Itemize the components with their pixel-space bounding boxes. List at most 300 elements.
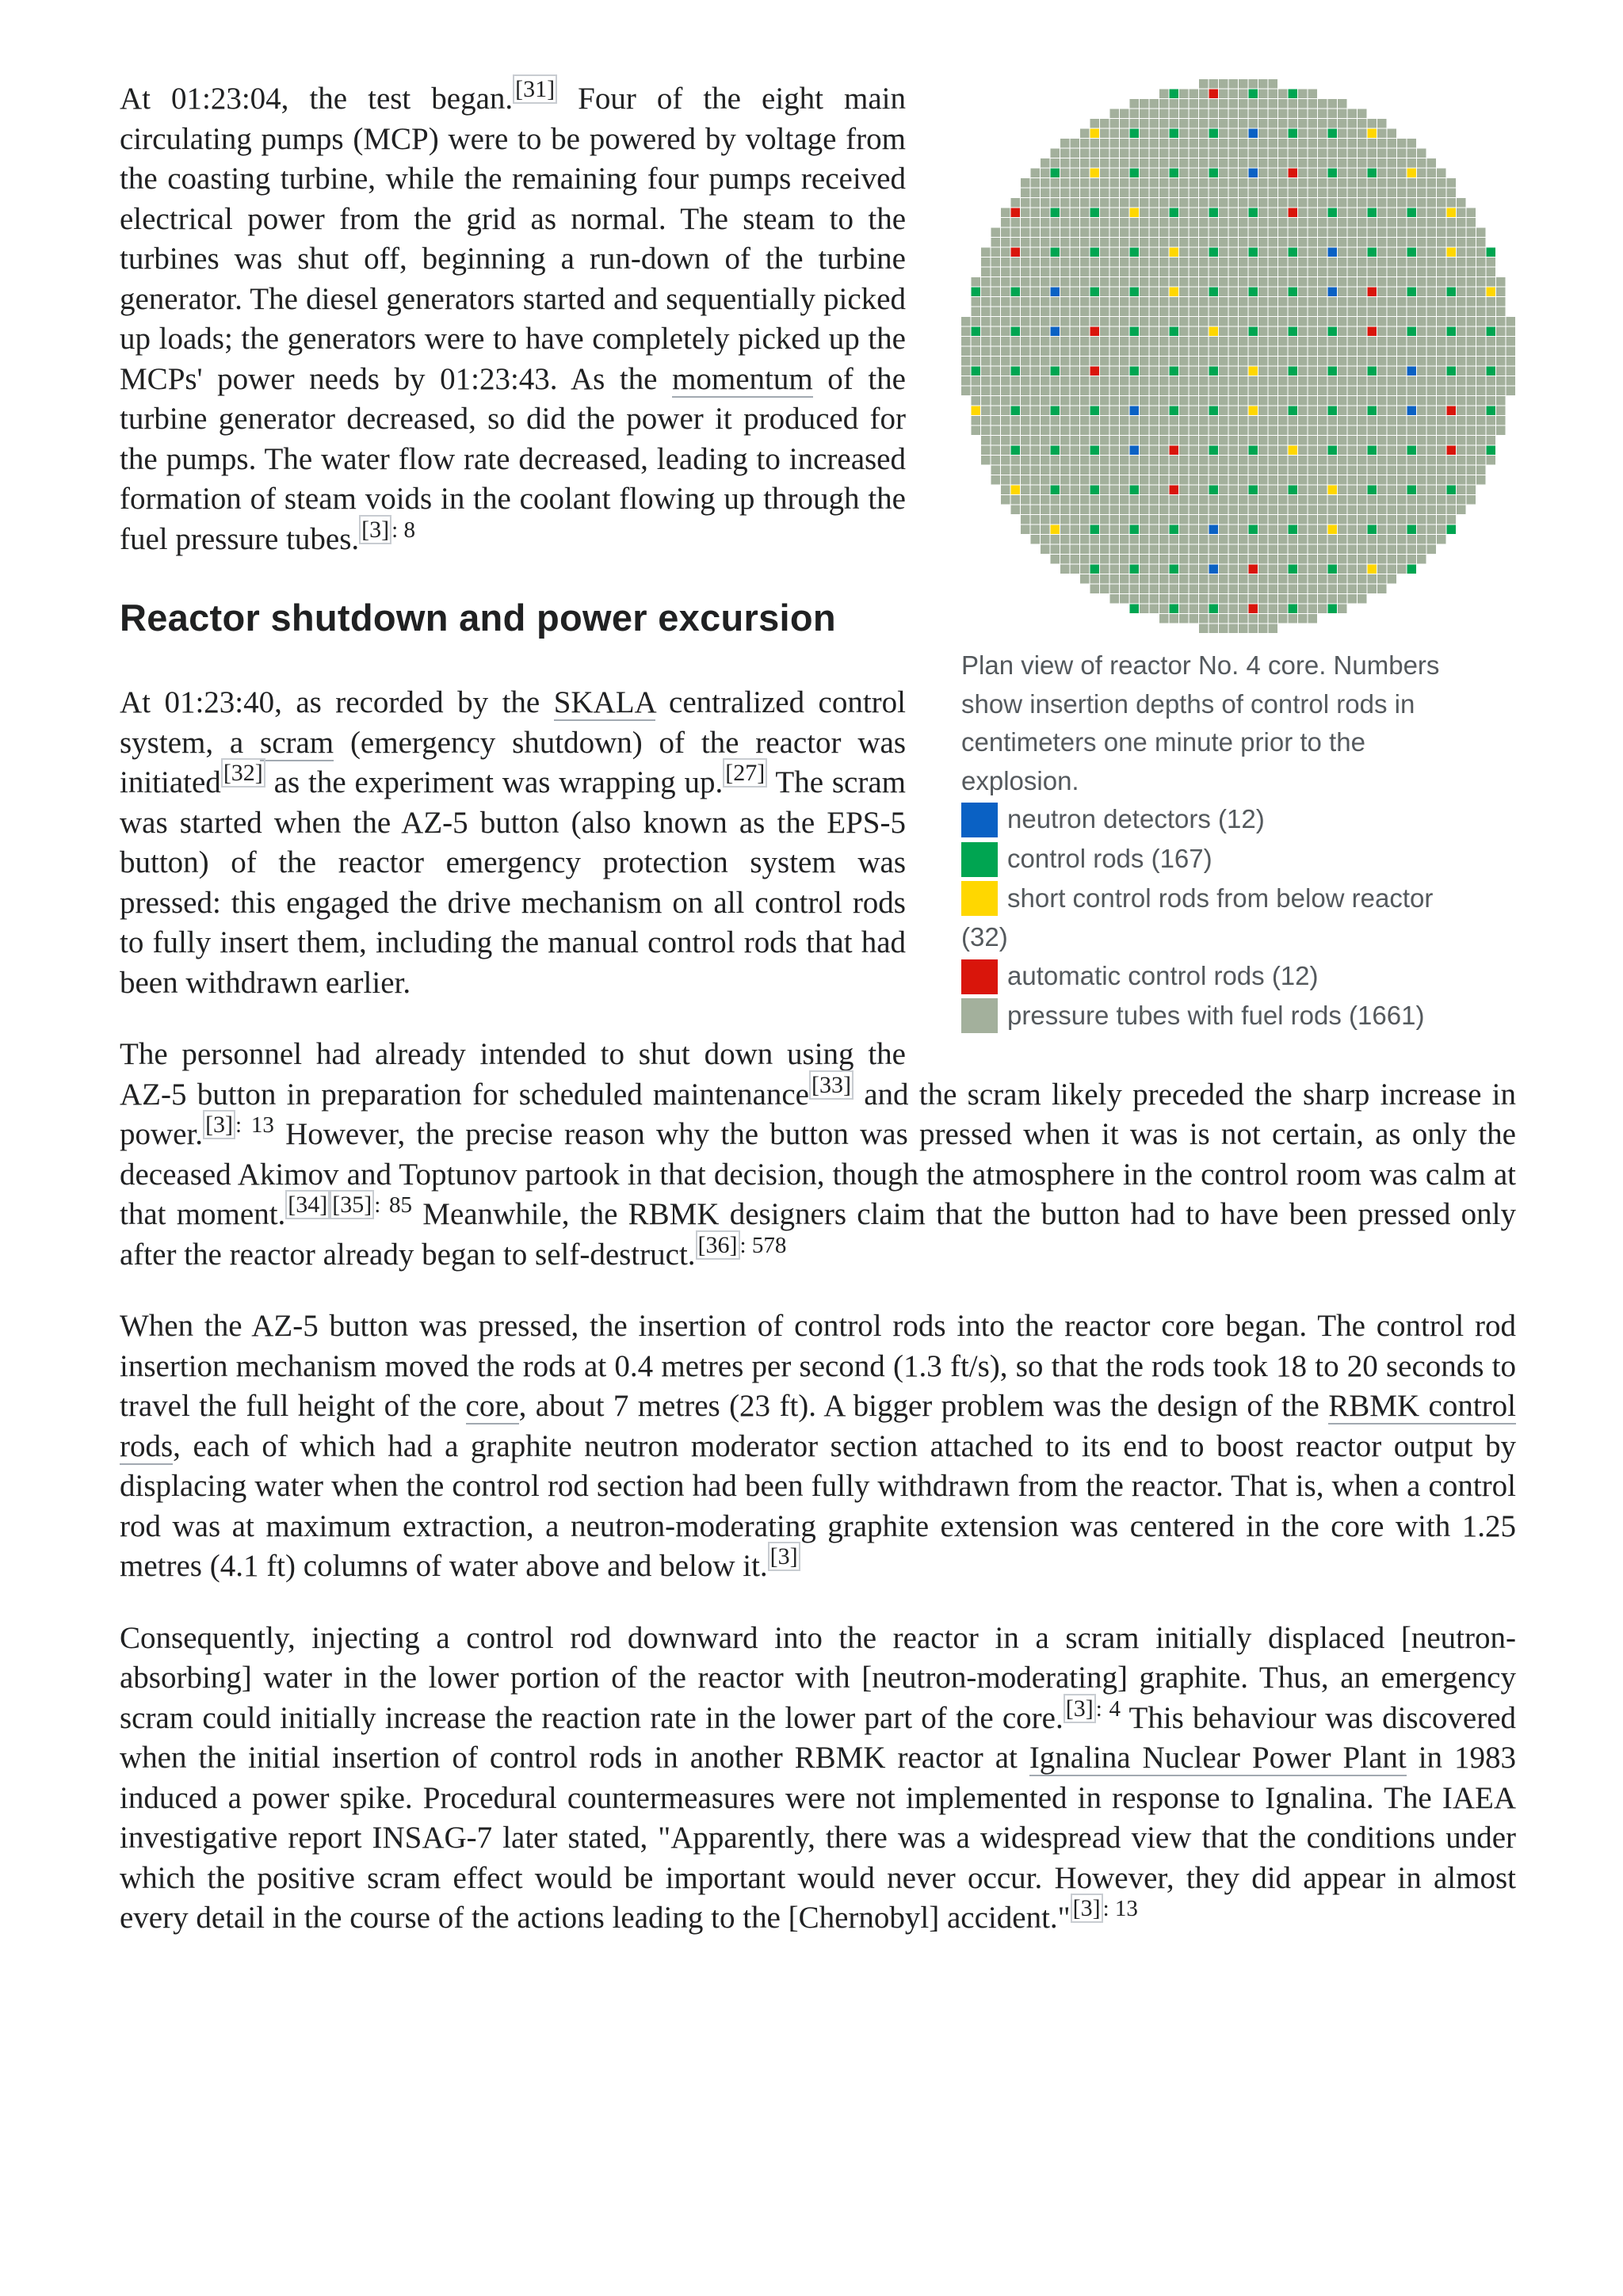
citation-27[interactable]: [27]: [723, 758, 767, 788]
core-cell: [1427, 268, 1437, 277]
core-cell: [1150, 99, 1159, 109]
core-cell: [1060, 248, 1070, 257]
core-cell: [1021, 297, 1030, 307]
core-cell: [1031, 189, 1041, 198]
core-cell: [1229, 515, 1239, 524]
core-cell: [1269, 198, 1278, 208]
core-cell: [1100, 555, 1109, 564]
core-cell: [1170, 327, 1179, 337]
core-cell: [1080, 317, 1090, 326]
core-cell: [1258, 594, 1268, 604]
core-cell: [1308, 158, 1318, 168]
citation-3[interactable]: [3] : 13: [1071, 1895, 1138, 1921]
core-cell: [1179, 129, 1189, 139]
core-cell: [1051, 387, 1060, 396]
core-cell: [1179, 486, 1189, 495]
core-cell: [1199, 624, 1209, 634]
core-cell: [1269, 208, 1278, 218]
core-cell: [1338, 327, 1347, 337]
core-cell: [1209, 416, 1219, 425]
core-cell: [1110, 198, 1120, 208]
core-cell: [991, 426, 1001, 436]
core-cell: [1179, 248, 1189, 257]
core-cell: [1388, 288, 1397, 297]
core-cell: [1011, 495, 1021, 505]
core-cell: [1328, 119, 1338, 128]
core-cell: [1110, 396, 1120, 406]
core-cell: [1258, 426, 1268, 436]
core-cell: [1031, 406, 1041, 416]
core-cell: [1080, 189, 1090, 198]
core-cell: [1269, 624, 1278, 634]
core-cell: [1179, 109, 1189, 119]
link-core[interactable]: core: [465, 1389, 519, 1423]
core-cell: [1348, 257, 1358, 267]
core-cell: [1041, 158, 1050, 168]
core-cell: [1239, 238, 1248, 247]
citation-31[interactable]: [31]: [513, 74, 557, 104]
core-cell: [972, 416, 981, 425]
core-cell: [1487, 426, 1496, 436]
core-cell: [1388, 446, 1397, 456]
core-cell: [1209, 189, 1219, 198]
core-cell: [1476, 317, 1486, 326]
core-cell: [1100, 406, 1109, 416]
core-cell: [1388, 436, 1397, 445]
core-cell: [1249, 486, 1258, 495]
core-cell: [1179, 376, 1189, 386]
core-cell: [1388, 426, 1397, 436]
text-run: Meanwhile, the RBMK designers claim that the button had to have been pressed only after the reactor already began to self-destruct.: [120, 1197, 1516, 1272]
core-cell: [1377, 426, 1387, 436]
core-cell: [1130, 218, 1140, 227]
core-cell: [1011, 436, 1021, 445]
core-cell: [1021, 317, 1030, 326]
core-cell: [991, 466, 1001, 475]
core-cell: [1110, 119, 1120, 128]
core-cell: [1041, 426, 1050, 436]
core-cell: [1269, 228, 1278, 238]
core-cell: [1318, 248, 1327, 257]
core-cell: [1031, 525, 1041, 535]
core-cell: [1021, 456, 1030, 465]
core-cell: [1159, 337, 1169, 346]
core-cell: [1090, 505, 1100, 515]
core-cell: [1258, 169, 1268, 178]
core-cell: [1437, 515, 1446, 524]
core-cell: [1071, 189, 1080, 198]
core-cell: [991, 228, 1001, 238]
core-cell: [1338, 257, 1347, 267]
citation-33[interactable]: [33]: [809, 1070, 854, 1100]
core-cell: [1100, 169, 1109, 178]
core-cell: [1358, 198, 1367, 208]
core-cell: [1328, 416, 1338, 425]
core-cell: [1407, 466, 1417, 475]
core-cell: [972, 337, 981, 346]
core-cell: [1179, 605, 1189, 614]
core-cell: [1209, 337, 1219, 346]
core-cell: [1041, 228, 1050, 238]
core-cell: [991, 337, 1001, 346]
core-cell: [1427, 297, 1437, 307]
core-cell: [1219, 535, 1228, 544]
core-cell: [1239, 327, 1248, 337]
core-cell: [1388, 406, 1397, 416]
core-cell: [1368, 555, 1377, 564]
core-cell: [1229, 574, 1239, 584]
core-cell: [1170, 486, 1179, 495]
core-cell: [1080, 347, 1090, 357]
core-cell: [1130, 406, 1140, 416]
core-cell: [1229, 277, 1239, 287]
core-cell: [1229, 456, 1239, 465]
core-cell: [1348, 268, 1358, 277]
core-cell: [1190, 288, 1199, 297]
core-cell: [981, 277, 991, 287]
core-cell: [1011, 475, 1021, 485]
legend-label: short control rods from below reactor (32): [961, 883, 1434, 952]
core-cell: [1159, 605, 1169, 614]
core-cell: [1467, 248, 1476, 257]
core-cell: [1407, 535, 1417, 544]
core-cell: [1140, 416, 1149, 425]
core-cell: [1219, 79, 1228, 89]
core-cell: [1130, 297, 1140, 307]
core-cell: [1358, 525, 1367, 535]
core-cell: [1031, 456, 1041, 465]
core-cell: [1358, 545, 1367, 555]
core-cell: [1447, 456, 1457, 465]
core-cell: [1239, 317, 1248, 326]
core-cell: [1476, 406, 1486, 416]
core-cell: [1388, 456, 1397, 465]
core-cell: [1318, 228, 1327, 238]
core-cell: [1388, 248, 1397, 257]
core-cell: [1467, 357, 1476, 366]
citation-34-35[interactable]: [34] [35] : 85: [285, 1192, 412, 1218]
core-cell: [1358, 574, 1367, 584]
core-cell: [1190, 129, 1199, 139]
core-cell: [1368, 139, 1377, 148]
core-cell: [1120, 337, 1129, 346]
core-cell: [1368, 426, 1377, 436]
core-cell: [1100, 198, 1109, 208]
core-cell: [1269, 248, 1278, 257]
core-cell: [1150, 357, 1159, 366]
core-cell: [1358, 268, 1367, 277]
core-cell: [1199, 288, 1209, 297]
core-cell: [1140, 347, 1149, 357]
core-cell: [1289, 466, 1298, 475]
core-cell: [1120, 426, 1129, 436]
core-cell: [1190, 376, 1199, 386]
core-cell: [1229, 367, 1239, 376]
core-cell: [1130, 119, 1140, 128]
core-cell: [1229, 565, 1239, 574]
core-cell: [1318, 376, 1327, 386]
core-cell: [1447, 268, 1457, 277]
core-cell: [1031, 178, 1041, 188]
core-cell: [1249, 248, 1258, 257]
core-cell: [1487, 347, 1496, 357]
core-cell: [1338, 475, 1347, 485]
link-skala[interactable]: SKALA: [553, 685, 655, 719]
core-cell: [1358, 495, 1367, 505]
core-cell: [1209, 486, 1219, 495]
core-cell: [1209, 139, 1219, 148]
core-cell: [1031, 416, 1041, 425]
core-cell: [1170, 614, 1179, 624]
core-cell: [1457, 248, 1466, 257]
core-cell: [1100, 149, 1109, 158]
core-cell: [1159, 218, 1169, 227]
core-cell: [1120, 198, 1129, 208]
core-cell: [1120, 367, 1129, 376]
core-cell: [1328, 367, 1338, 376]
core-cell: [1199, 436, 1209, 445]
core-cell: [1011, 347, 1021, 357]
core-cell: [1080, 515, 1090, 524]
core-cell: [1239, 158, 1248, 168]
core-cell: [1229, 406, 1239, 416]
core-cell: [1219, 129, 1228, 139]
core-cell: [1150, 367, 1159, 376]
core-cell: [1407, 248, 1417, 257]
core-cell: [1447, 248, 1457, 257]
core-cell: [1397, 317, 1407, 326]
core-cell: [1447, 406, 1457, 416]
core-cell: [1358, 158, 1367, 168]
core-cell: [1298, 605, 1308, 614]
core-cell: [1031, 426, 1041, 436]
core-cell: [1258, 357, 1268, 366]
core-cell: [1258, 218, 1268, 227]
core-cell: [1190, 585, 1199, 594]
core-cell: [1209, 129, 1219, 139]
core-cell: [1209, 218, 1219, 227]
core-cell: [1001, 376, 1010, 386]
core-cell: [1199, 169, 1209, 178]
core-cell: [1140, 387, 1149, 396]
core-cell: [1258, 178, 1268, 188]
core-cell: [1269, 367, 1278, 376]
core-cell: [1060, 149, 1070, 158]
core-cell: [1437, 178, 1446, 188]
core-cell: [1289, 376, 1298, 386]
core-cell: [1388, 238, 1397, 247]
core-cell: [1209, 257, 1219, 267]
core-cell: [1229, 90, 1239, 99]
core-cell: [1308, 515, 1318, 524]
link-rbmk-control-rods[interactable]: RBMK control rods: [120, 1389, 1516, 1463]
core-cell: [1328, 456, 1338, 465]
core-cell: [1239, 614, 1248, 624]
core-cell: [1090, 337, 1100, 346]
core-cell: [1021, 406, 1030, 416]
core-cell: [991, 367, 1001, 376]
citation-32[interactable]: [32]: [221, 758, 265, 788]
core-cell: [1269, 347, 1278, 357]
core-cell: [1388, 337, 1397, 346]
core-cell: [1298, 327, 1308, 337]
core-cell: [1447, 475, 1457, 485]
core-cell: [1447, 288, 1457, 297]
core-cell: [1278, 456, 1288, 465]
core-cell: [1447, 367, 1457, 376]
core-cell: [1447, 208, 1457, 218]
core-cell: [1269, 416, 1278, 425]
core-cell: [1170, 605, 1179, 614]
core-cell: [1368, 218, 1377, 227]
core-cell: [1120, 387, 1129, 396]
core-cell: [1289, 218, 1298, 227]
citation-3[interactable]: [3]: [768, 1542, 800, 1571]
core-cell: [1467, 297, 1476, 307]
core-cell: [1258, 268, 1268, 277]
link-ignalina[interactable]: Ignalina Nuclear Power Plant: [1029, 1741, 1407, 1775]
core-cell: [1100, 436, 1109, 445]
core-cell: [1308, 614, 1318, 624]
core-cell: [1130, 268, 1140, 277]
core-cell: [1140, 297, 1149, 307]
core-cell: [1407, 515, 1417, 524]
core-cell: [1229, 288, 1239, 297]
core-cell: [1110, 535, 1120, 544]
core-cell: [1209, 119, 1219, 128]
citation-3[interactable]: [3] : 8: [359, 517, 415, 543]
core-cell: [1487, 456, 1496, 465]
core-cell: [1130, 525, 1140, 535]
core-cell: [1358, 307, 1367, 317]
core-cell: [1170, 307, 1179, 317]
core-cell: [1258, 614, 1268, 624]
core-cell: [1060, 406, 1070, 416]
core-cell: [972, 307, 981, 317]
core-cell: [1031, 248, 1041, 257]
core-cell: [972, 387, 981, 396]
citation-3[interactable]: [3] : 13: [203, 1112, 274, 1138]
core-cell: [1001, 297, 1010, 307]
core-cell: [1308, 525, 1318, 535]
core-cell: [1457, 486, 1466, 495]
core-cell: [1150, 307, 1159, 317]
citation-3[interactable]: [3] : 4: [1064, 1695, 1121, 1722]
core-cell: [1170, 495, 1179, 505]
core-cell: [1338, 376, 1347, 386]
core-cell: [1289, 367, 1298, 376]
core-cell: [1377, 218, 1387, 227]
core-cell: [1199, 406, 1209, 416]
core-cell: [1190, 238, 1199, 247]
core-cell: [1318, 208, 1327, 218]
core-cell: [1090, 396, 1100, 406]
core-cell: [1011, 327, 1021, 337]
core-cell: [1100, 376, 1109, 386]
core-cell: [1190, 149, 1199, 158]
core-cell: [1417, 257, 1426, 267]
core-cell: [1328, 139, 1338, 148]
core-cell: [1179, 515, 1189, 524]
link-scram[interactable]: scram: [260, 725, 334, 760]
core-cell: [1338, 406, 1347, 416]
core-cell: [1209, 495, 1219, 505]
core-cell: [981, 307, 991, 317]
core-cell: [1348, 495, 1358, 505]
core-cell: [1437, 387, 1446, 396]
text-run: Consequently, injecting a control rod downward into the reactor in a scram initially displaced [neutron-absorbing] water in the lower portion of the reactor with [neutron-moderating] graphite. Thus, an emergency scram could initially increase the reaction rate in the lower part of the core.: [120, 1620, 1516, 1735]
core-cell: [972, 396, 981, 406]
core-cell: [1229, 307, 1239, 317]
core-cell: [1080, 198, 1090, 208]
core-cell: [1060, 475, 1070, 485]
core-cell: [1269, 495, 1278, 505]
core-cell: [1417, 189, 1426, 198]
core-cell: [1219, 486, 1228, 495]
core-cell: [1190, 456, 1199, 465]
core-cell: [1130, 257, 1140, 267]
core-cell: [1199, 396, 1209, 406]
core-cell: [1219, 218, 1228, 227]
core-cell: [1239, 426, 1248, 436]
core-cell: [1001, 327, 1010, 337]
core-cell: [1388, 495, 1397, 505]
core-cell: [1170, 277, 1179, 287]
core-cell: [991, 406, 1001, 416]
core-cell: [1298, 565, 1308, 574]
core-cell: [1417, 238, 1426, 247]
core-cell: [1071, 475, 1080, 485]
core-cell: [1457, 367, 1466, 376]
citation-36[interactable]: [36] : 578: [696, 1232, 787, 1258]
core-cell: [1150, 238, 1159, 247]
core-cell: [1298, 594, 1308, 604]
core-cell: [961, 347, 971, 357]
core-cell: [1001, 416, 1010, 425]
core-cell: [1159, 446, 1169, 456]
core-cell: [1368, 446, 1377, 456]
core-cell: [1051, 416, 1060, 425]
core-cell: [1239, 545, 1248, 555]
core-cell: [1051, 545, 1060, 555]
core-cell: [1298, 387, 1308, 396]
core-cell: [1140, 99, 1149, 109]
core-cell: [1249, 327, 1258, 337]
core-cell: [1159, 139, 1169, 148]
core-cell: [1427, 436, 1437, 445]
core-cell: [1338, 317, 1347, 326]
core-cell: [1476, 257, 1486, 267]
core-cell: [1496, 406, 1506, 416]
core-cell: [1001, 486, 1010, 495]
core-cell: [1110, 218, 1120, 227]
link-momentum[interactable]: momentum: [672, 361, 813, 396]
core-cell: [1269, 486, 1278, 495]
core-cell: [1278, 426, 1288, 436]
core-cell: [1338, 178, 1347, 188]
core-cell: [1199, 466, 1209, 475]
core-cell: [1278, 307, 1288, 317]
core-cell: [1397, 495, 1407, 505]
core-cell: [1130, 208, 1140, 218]
core-cell: [1417, 297, 1426, 307]
reactor-core-plan-image[interactable]: [961, 79, 1516, 634]
core-cell: [1041, 376, 1050, 386]
core-cell: [1041, 505, 1050, 515]
core-cell: [1289, 129, 1298, 139]
core-cell: [1239, 297, 1248, 307]
core-cell: [1071, 228, 1080, 238]
